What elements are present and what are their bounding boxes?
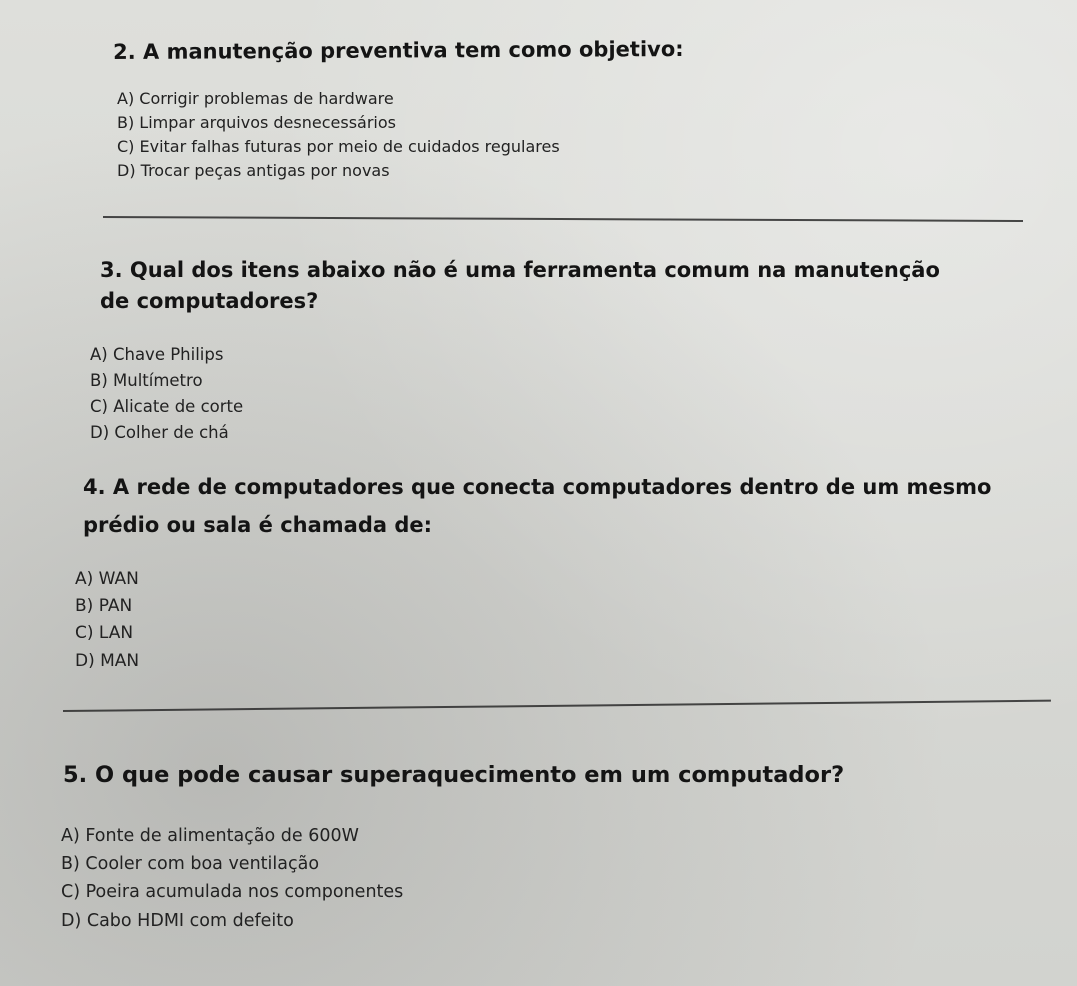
question-4-option-a: A) WAN xyxy=(75,569,139,589)
question-3-option-b: B) Multímetro xyxy=(90,371,203,390)
question-2-option-c: C) Evitar falhas futuras por meio de cuidados regulares xyxy=(117,137,560,156)
question-4-option-d: D) MAN xyxy=(75,651,140,671)
question-2-option-d: D) Trocar peças antigas por novas xyxy=(117,161,390,180)
question-3-text: 3. Qual dos itens abaixo não é uma ferramenta comum na manutenção de computadores? xyxy=(100,258,940,313)
question-3-option-c: C) Alicate de corte xyxy=(90,397,244,416)
question-2-option-b: B) Limpar arquivos desnecessários xyxy=(117,113,396,132)
divider-line xyxy=(103,216,1023,222)
question-3-option-d: D) Colher de chá xyxy=(90,423,229,442)
question-5-option-b: B) Cooler com boa ventilação xyxy=(61,854,320,874)
question-5-option-a: A) Fonte de alimentação de 600W xyxy=(61,826,359,846)
question-4-option-c: C) LAN xyxy=(75,623,134,643)
question-5-option-c: C) Poeira acumulada nos componentes xyxy=(61,882,404,902)
divider-line xyxy=(63,700,1051,712)
question-4-text: 4. A rede de computadores que conecta computadores dentro de um mesmo prédio ou sala é chamada de: xyxy=(83,475,992,537)
question-3-option-a: A) Chave Philips xyxy=(90,345,224,364)
question-4-option-b: B) PAN xyxy=(75,596,133,616)
question-2-text: 2. A manutenção preventiva tem como objetivo: xyxy=(113,37,684,64)
question-5-text: 5. O que pode causar superaquecimento em um computador? xyxy=(63,762,845,788)
question-5-option-d: D) Cabo HDMI com defeito xyxy=(61,911,294,931)
question-2-option-a: A) Corrigir problemas de hardware xyxy=(117,89,394,108)
